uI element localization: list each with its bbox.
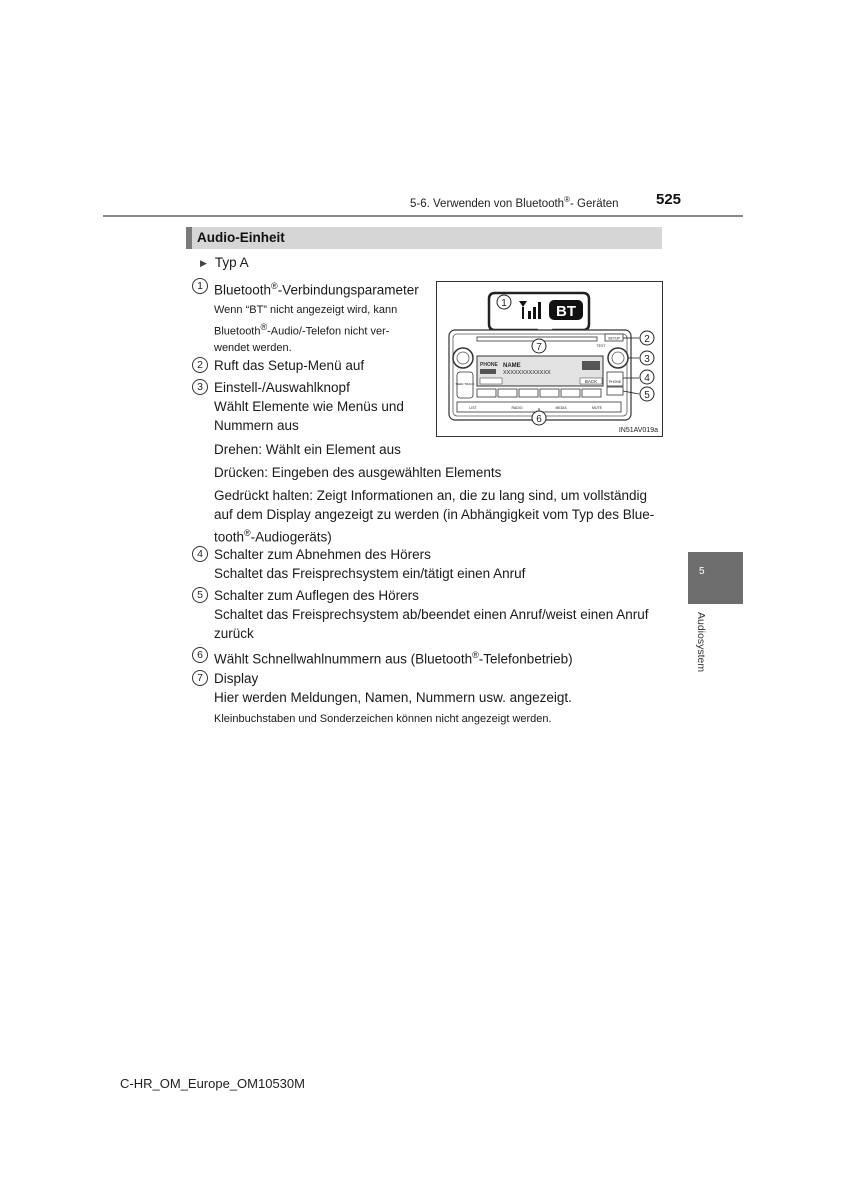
- display-softkey-left: [480, 378, 502, 384]
- display-phone-text: PHONE: [480, 362, 498, 368]
- chapter-tab-number: 5: [699, 566, 705, 577]
- callout-number-1: 1: [192, 278, 208, 294]
- media-button-label: MEDIA: [555, 406, 567, 410]
- item-4-description: Schaltet das Freisprechsystem ein/tätigt einen Anruf: [214, 566, 526, 581]
- figure-callout-3-label: 3: [644, 354, 650, 365]
- audio-unit-illustration: [437, 282, 662, 436]
- figure-caption: IN51AV019a: [618, 427, 658, 434]
- setup-button-label: SETUP: [608, 336, 620, 341]
- item-7-note: Kleinbuchstaben und Sonderzeichen können nicht angezeigt werden.: [214, 713, 552, 725]
- section-heading-bar: [186, 227, 662, 249]
- display-status-icons: [582, 361, 600, 370]
- header-rule: [103, 215, 743, 217]
- item-7-description: Hier werden Meldungen, Namen, Nummern usw. angezeigt.: [214, 690, 572, 705]
- item-7-title: Display: [214, 671, 259, 686]
- figure-callout-7-label: 7: [536, 342, 542, 353]
- item-1-note: Wenn “BT” nicht angezeigt wird, kann Bluetooth®-Audio/-Telefon nicht ver- wendet werden.: [214, 304, 398, 354]
- item-5-title: Schalter zum Auflegen des Hörers: [214, 588, 419, 603]
- callout-number-4: 4: [192, 546, 208, 562]
- callout-number-3: 3: [192, 379, 208, 395]
- display-back-label: BACK: [584, 379, 598, 384]
- item-4-title: Schalter zum Abnehmen des Hörers: [214, 547, 431, 562]
- display-name-text: NAME: [503, 363, 521, 369]
- phone-button-label: PHONE: [608, 380, 622, 384]
- callout-number-7: 7: [192, 670, 208, 686]
- chapter-tab-label: Audiosystem: [695, 612, 707, 673]
- section-title: Audio-Einheit: [197, 230, 285, 245]
- text-button-label: TEXT: [596, 344, 606, 348]
- footer-doc-id: C-HR_OM_Europe_OM10530M: [120, 1076, 305, 1091]
- callout-number-6: 6: [192, 647, 208, 663]
- item-6-title: Wählt Schnellwahlnummern aus (Bluetooth®-Telefonbetrieb): [214, 650, 573, 667]
- section-bar-edge: [186, 227, 192, 249]
- audio-unit-figure: [436, 281, 663, 437]
- display-phone-icon: [480, 369, 496, 374]
- item-3-title: Einstell-/Auswahlknopf: [214, 380, 350, 395]
- display-number-text: XXXXXXXXXXXXX: [503, 370, 551, 376]
- item-1-title: Bluetooth®-Verbindungsparameter: [214, 281, 419, 298]
- chapter-tab: [688, 552, 743, 604]
- figure-callout-1-label: 1: [501, 298, 507, 309]
- page-number: 525: [656, 191, 682, 208]
- figure-callout-6-label: 6: [536, 414, 542, 425]
- radio-button-label: RADIO: [511, 406, 523, 410]
- callout-number-5: 5: [192, 587, 208, 603]
- item-3-press: Drücken: Eingeben des ausgewählten Elements: [214, 465, 502, 480]
- item-2-title: Ruft das Setup-Menü auf: [214, 358, 365, 373]
- list-button-label: LIST: [469, 406, 477, 410]
- running-header: 5-6. Verwenden von Bluetooth®- Geräten: [410, 195, 619, 210]
- item-3-description: Wählt Elemente wie Menüs und Nummern aus: [214, 399, 404, 433]
- type-label: ▶ Typ A: [200, 255, 249, 270]
- bluetooth-badge-label: BT: [556, 303, 576, 320]
- triangle-bullet-icon: ▶: [200, 258, 207, 268]
- figure-callout-2-label: 2: [644, 334, 650, 345]
- item-3-turn: Drehen: Wählt ein Element aus: [214, 442, 401, 457]
- seek-track-label: SEEK TRACK: [455, 382, 475, 386]
- on-hook-button: [607, 387, 623, 395]
- item-5-description: Schaltet das Freisprechsystem ab/beendet einen Anruf/weist einen Anruf zurück: [214, 607, 649, 641]
- callout-number-2: 2: [192, 357, 208, 373]
- mute-button-label: MUTE: [592, 406, 602, 410]
- figure-callout-4-label: 4: [644, 373, 650, 384]
- item-3-hold: Gedrückt halten: Zeigt Informationen an, die zu lang sind, um vollständig auf dem Display angezeigt zu werden (in Abhängigkeit vom Typ des Blue- tooth®-Audiogeräts): [214, 488, 655, 545]
- figure-callout-5-label: 5: [644, 390, 650, 401]
